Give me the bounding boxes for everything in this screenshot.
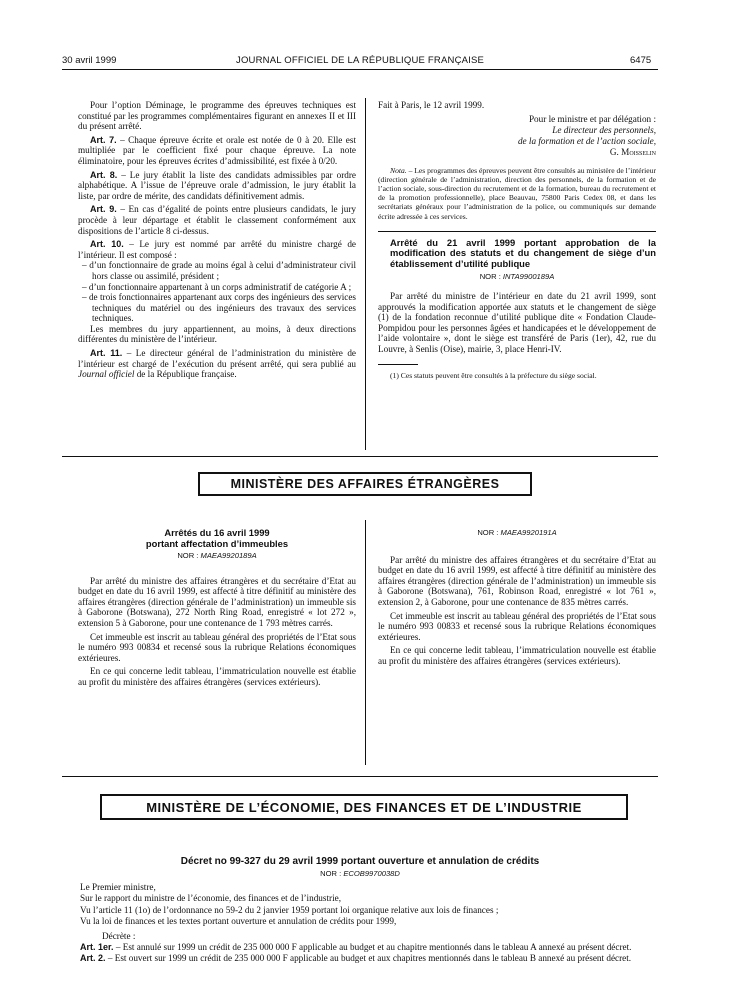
section-rule <box>62 456 658 457</box>
decret-body <box>62 882 658 965</box>
article-7-label: Art. 7. <box>90 134 117 145</box>
nor-code: MAEA9920191A <box>500 528 557 537</box>
nota-label: Nota. <box>390 165 407 175</box>
mae-right-paragraph: Par arrêté du ministre des affaires étrangères et du secrétaire d’Etat au budget en date du 16 avril 1999, est affecté à titre définitif au ministère des affaires étrangères (direction générale de l’administration) un immeuble sis à Gaborone (Botswana), 761, Robinson Road, enregistré « lot 761 », extension 2, à Gaborone, pour une contenance de 835 mètres carrés. <box>378 554 656 607</box>
article-11-text: – Le directeur général de l’administration du ministère de l’intérieur est chargé de l’exécution du présent arrêté, qui sera publié au <box>78 348 357 369</box>
decrete-label: Décrète : <box>102 930 136 941</box>
column-divider <box>365 520 366 765</box>
right-column-top <box>378 100 656 381</box>
mae-left-column <box>78 528 356 691</box>
signatory-name: G. Moisselin <box>609 146 656 157</box>
header-page-number: 6475 <box>630 55 652 66</box>
footnote: (1) Ces statuts peuvent être consultés à la préfecture du siège social. <box>390 371 597 381</box>
journal-officiel-italic: Journal officiel <box>78 369 135 380</box>
article-11-label: Art. 11. <box>90 348 123 359</box>
signature-block <box>378 114 656 158</box>
mae-left-paragraph: Par arrêté du ministre des affaires étrangères et du secrétaire d’Etat au budget en date du 16 avril 1999, est affecté à titre définitif au ministère des affaires étrangères (direction générale de l’administration) un immeuble sis à Gaborone (Botswana), 272 North Ring Road, enregistré « lot 272 », extension 5 à Gaborone, pour une contenance de 1 793 mètres carrés. <box>78 575 356 628</box>
jury-member-item: – de trois fonctionnaires appartenant aux corps des ingénieurs des services techniques du matériel ou des ingénieurs des travaux des services techniques. <box>82 292 356 324</box>
jury-member-item: – d’un fonctionnaire appartenant à un corps administratif de catégorie A ; <box>82 281 352 292</box>
article-9-text: – En cas d’égalité de points entre plusieurs candidats, le jury procède à leur départage et établit le classement conformément aux dispositions de l’article 8 ci-dessus. <box>78 204 356 236</box>
fait-a-paris: Fait à Paris, le 12 avril 1999. <box>378 100 485 110</box>
signature-line: Le directeur des personnels, <box>552 124 656 135</box>
mae-right-paragraph: Cet immeuble est inscrit au tableau général des propriétés de l’Etat sous le numéro 993 00833 et recensé sous la rubrique Relations économiques extérieures. <box>378 610 656 642</box>
arrete-title: Arrêté du 21 avril 1999 portant approbation de la modification des statuts et du changement de siège d’un établissement d’utilité publique <box>390 236 656 269</box>
section-title-economie-finances: MINISTÈRE DE L’ÉCONOMIE, DES FINANCES ET DE L’INDUSTRIE <box>100 794 628 820</box>
nor-reference: NOR : INTA9900189A <box>479 272 555 282</box>
signature-line: de la formation et de l’action sociale, <box>517 135 656 146</box>
mae-right-column <box>378 528 656 670</box>
decret-line: Sur le rapport du ministre de l’économie, des finances et de l’industrie, <box>80 893 342 904</box>
paragraph-deminage: Pour l’option Déminage, le programme des épreuves techniques est constitué par les programmes complémentaires figurant en annexes II et III du présent arrêté. <box>78 100 356 132</box>
nor-code: INTA9900189A <box>502 272 555 282</box>
nor-reference: NOR : MAEA9920189A <box>177 551 257 560</box>
nor-code: MAEA9920189A <box>200 551 257 560</box>
article-8-label: Art. 8. <box>90 169 118 180</box>
section-rule <box>62 776 658 777</box>
article-7-text: – Chaque épreuve écrite et orale est notée de 0 à 20. Elle est multipliée par le coefficient fixé pour chaque épreuve. La note éliminatoire, pour les épreuves écrites d’admissibilité, est fixée à 0/20. <box>78 134 356 166</box>
left-column-articles <box>78 100 356 383</box>
article-2-text: – Est ouvert sur 1999 un crédit de 235 000 000 F applicable au budget et aux chapitres mentionnés dans le tableau B annexé au présent décret. <box>105 953 632 964</box>
jury-member-item: – d’un fonctionnaire de grade au moins égal à celui d’administrateur civil hors classe ou assimilé, président ; <box>82 260 356 281</box>
mae-left-paragraph: En ce qui concerne ledit tableau, l’immatriculation nouvelle est établie au profit du ministère des affaires étrangères (services extérieurs). <box>78 666 356 687</box>
header-journal-title: JOURNAL OFFICIEL DE LA RÉPUBLIQUE FRANÇAISE <box>236 55 485 66</box>
header-date: 30 avril 1999 <box>62 55 117 66</box>
mae-title: Arrêtés du 16 avril 1999 portant affectation d’immeubles <box>145 527 289 549</box>
mae-left-paragraph: Cet immeuble est inscrit au tableau général des propriétés de l’Etat sous le numéro 993 00834 et recensé sous la rubrique Relations économiques extérieures. <box>78 631 356 663</box>
nor-reference: NOR : MAEA9920191A <box>477 528 557 537</box>
decret-title: Décret no 99-327 du 29 avril 1999 portant ouverture et annulation de crédits <box>180 856 540 867</box>
nota-note <box>378 166 656 221</box>
article-8-text: – Le jury établit la liste des candidats admissibles par ordre alphabétique. A l’issue de l’épreuve orale d’admission, le jury établit la liste, par ordre de mérite, des candidats définitivement admis. <box>78 169 356 201</box>
article-1-label: Art. 1er. <box>80 942 114 953</box>
article-10-closing: Les membres du jury appartiennent, au moins, à deux directions différentes du ministère de l’intérieur. <box>78 323 356 345</box>
nor-reference: NOR : ECOB9970038D <box>320 869 400 878</box>
article-10-label: Art. 10. <box>90 239 124 250</box>
nor-code: ECOB9970038D <box>343 869 400 878</box>
decret-line: Vu la loi de finances et les textes portant ouverture et annulation de crédits pour 1999, <box>80 916 397 927</box>
footnote-rule <box>378 364 418 365</box>
article-1-text: – Est annulé sur 1999 un crédit de 235 000 000 F applicable au budget et au chapitre mentionnés dans le tableau A annexé au présent décret. <box>113 942 632 953</box>
article-9-label: Art. 9. <box>90 204 117 215</box>
column-divider <box>365 98 366 450</box>
signature-line: Pour le ministre et par délégation : <box>528 113 656 124</box>
arrete-body: Par arrêté du ministre de l’intérieur en date du 21 avril 1999, sont approuvés la modification apportée aux statuts et le changement de siège (1) de la fondation reconnue d’utilité publique dite « Fondation Claude-Pompidou pour les personnes âgées et handicapées et le développement de l’aide volontaire », dont le siège est transféré de Paris (1er), 42, rue du Louvre, à Senlis (Oise), mairie, 3, place Henri-IV. <box>378 290 656 354</box>
decret-line: Vu l’article 11 (1o) de l’ordonnance no 59-2 du 2 janvier 1959 portant loi organique relative aux lois de finances ; <box>80 904 499 915</box>
mae-right-paragraph: En ce qui concerne ledit tableau, l’immatriculation nouvelle est établie au profit du ministère des affaires étrangères (services extérieurs). <box>378 645 656 666</box>
article-2-label: Art. 2. <box>80 953 106 964</box>
nota-text: – Les programmes des épreuves peuvent être consultés au ministère de l’intérieur (direction générale de l’administration, direction des personnels, de la formation et de l’action sociale, sous-direction du recrutement et de la formation, bureau du recrutement et de la promotion professionnelle), place Beauvau, 75800 Paris Cedex 08, et dans les secrétariats généraux pour l’administration de la police, ou communiqués sur demande écrite adressée à ces services. <box>378 165 656 221</box>
decret-line: Le Premier ministre, <box>80 882 156 892</box>
header-rule <box>62 69 658 70</box>
section-title-affaires-etrangeres: MINISTÈRE DES AFFAIRES ÉTRANGÈRES <box>198 472 532 496</box>
article-10-text: – Le jury est nommé par arrêté du ministre chargé de l’intérieur. Il est composé : <box>78 239 356 260</box>
separator <box>378 231 656 232</box>
article-11-text-end: de la République française. <box>134 369 237 380</box>
